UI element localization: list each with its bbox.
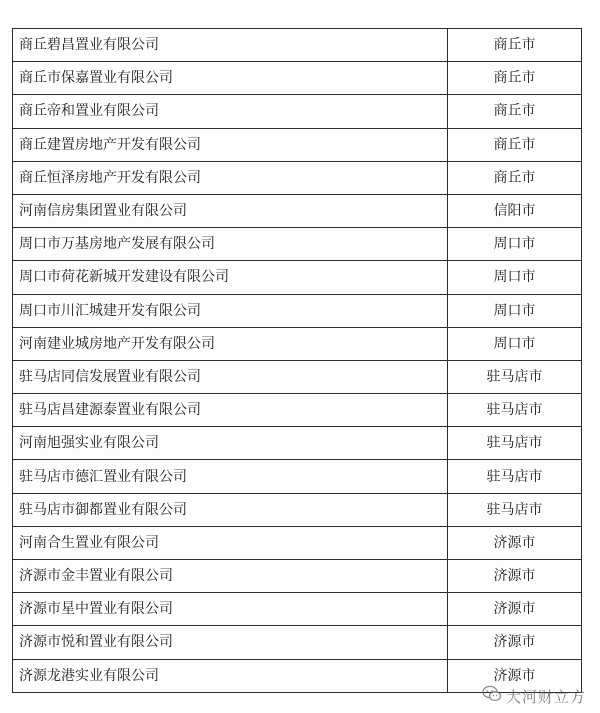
wechat-icon — [482, 685, 502, 707]
company-name-cell: 驻马店市德汇置业有限公司 — [13, 460, 448, 493]
table-row — [13, 360, 582, 393]
city-cell: 驻马店市 — [448, 460, 582, 493]
company-name-cell: 商丘市保嘉置业有限公司 — [13, 62, 448, 95]
table-row — [13, 394, 582, 427]
company-name-cell: 驻马店同信发展置业有限公司 — [13, 360, 448, 393]
company-name-cell: 河南建业城房地产开发有限公司 — [13, 327, 448, 360]
table-row — [13, 427, 582, 460]
table-row — [13, 128, 582, 161]
company-name-cell: 商丘帝和置业有限公司 — [13, 95, 448, 128]
city-cell: 商丘市 — [448, 29, 582, 62]
city-cell: 驻马店市 — [448, 360, 582, 393]
table-body — [13, 29, 582, 693]
company-name-cell: 驻马店昌建源泰置业有限公司 — [13, 394, 448, 427]
table-row — [13, 593, 582, 626]
city-cell: 济源市 — [448, 526, 582, 559]
company-name-cell: 商丘恒泽房地产开发有限公司 — [13, 161, 448, 194]
company-name-cell: 商丘建置房地产开发有限公司 — [13, 128, 448, 161]
table-row — [13, 526, 582, 559]
company-name-cell: 济源龙港实业有限公司 — [13, 659, 448, 692]
company-city-table — [12, 28, 582, 693]
city-cell: 信阳市 — [448, 194, 582, 227]
table-row — [13, 460, 582, 493]
city-cell: 商丘市 — [448, 128, 582, 161]
company-name-cell: 周口市万基房地产发展有限公司 — [13, 228, 448, 261]
city-cell: 商丘市 — [448, 95, 582, 128]
company-name-cell: 河南旭强实业有限公司 — [13, 427, 448, 460]
table-row — [13, 626, 582, 659]
watermark — [482, 685, 586, 707]
table-row — [13, 560, 582, 593]
table-row — [13, 228, 582, 261]
table-row — [13, 62, 582, 95]
city-cell: 济源市 — [448, 626, 582, 659]
table-row — [13, 294, 582, 327]
city-cell: 周口市 — [448, 294, 582, 327]
city-cell: 驻马店市 — [448, 427, 582, 460]
city-cell: 驻马店市 — [448, 493, 582, 526]
city-cell: 济源市 — [448, 560, 582, 593]
city-cell: 驻马店市 — [448, 394, 582, 427]
table-row — [13, 327, 582, 360]
city-cell: 济源市 — [448, 593, 582, 626]
city-cell: 商丘市 — [448, 62, 582, 95]
company-name-cell: 济源市金丰置业有限公司 — [13, 560, 448, 593]
company-name-cell: 河南信房集团置业有限公司 — [13, 194, 448, 227]
table-row — [13, 261, 582, 294]
watermark-text: 大河财立方 — [505, 687, 586, 706]
company-name-cell: 商丘碧昌置业有限公司 — [13, 29, 448, 62]
table-row — [13, 95, 582, 128]
city-cell: 周口市 — [448, 261, 582, 294]
company-name-cell: 驻马店市御都置业有限公司 — [13, 493, 448, 526]
table-row — [13, 194, 582, 227]
company-name-cell: 周口市川汇城建开发有限公司 — [13, 294, 448, 327]
city-cell: 周口市 — [448, 327, 582, 360]
city-cell: 周口市 — [448, 228, 582, 261]
company-name-cell: 济源市悦和置业有限公司 — [13, 626, 448, 659]
company-name-cell: 河南合生置业有限公司 — [13, 526, 448, 559]
table-row — [13, 29, 582, 62]
city-cell: 济源市 — [448, 659, 582, 692]
table-row — [13, 161, 582, 194]
table-row — [13, 493, 582, 526]
company-name-cell: 济源市星中置业有限公司 — [13, 593, 448, 626]
company-name-cell: 周口市荷花新城开发建设有限公司 — [13, 261, 448, 294]
city-cell: 商丘市 — [448, 161, 582, 194]
